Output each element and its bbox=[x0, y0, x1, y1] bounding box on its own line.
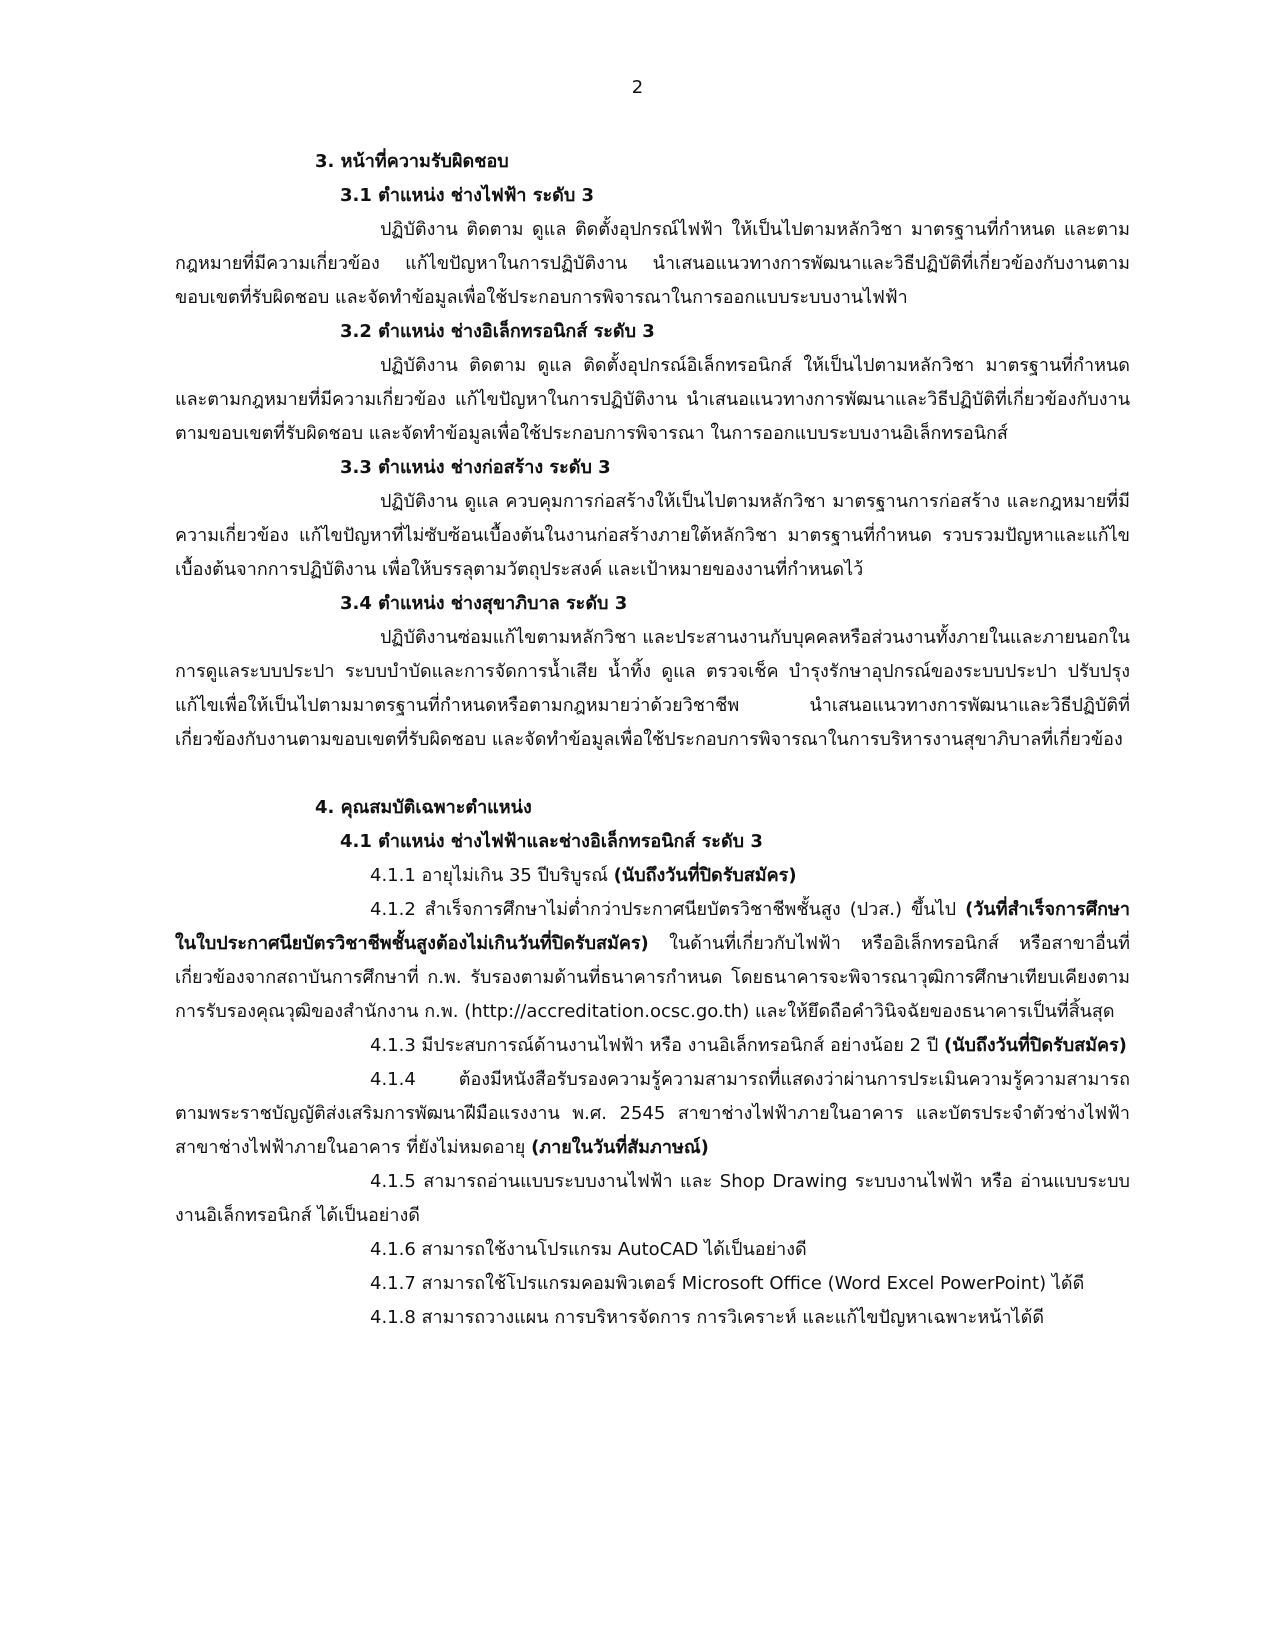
item-4-1-4-bold: (ภายในวันที่สัมภาษณ์) bbox=[531, 1137, 709, 1158]
item-4-1-2-text-b: ในด้านที่เกี่ยวกับไฟฟ้า หรืออิเล็กทรอนิกส์ หรือสาขาอื่นที่เกี่ยวข้องจากสถาบันการศึกษาที่ ก.พ. รับรองตามด้านที่ธนาคารกำหนด โดยธนาคารจะพิจารณาวุฒิการศึกษาเทียบเคียงตามการรับรองคุณวุฒิของสำนักงาน ก.พ. (http://accreditation.ocsc.go.th) และให้ยึดถือคำวินิจฉัยของธนาคารเป็นที่สิ้นสุด bbox=[175, 933, 1130, 1022]
item-4-1-1 bbox=[175, 859, 1130, 893]
item-4-1-1-bold: (นับถึงวันที่ปิดรับสมัคร) bbox=[613, 865, 797, 886]
item-4-1-2-bold: (วันที่สำเร็จการศึกษาในใบประกาศนียบัตรวิชาชีพชั้นสูงต้องไม่เกินวันที่ปิดรับสมัคร) bbox=[175, 899, 1130, 954]
item-4-1-2-text-a: 4.1.2 สำเร็จการศึกษาไม่ต่ำกว่าประกาศนียบัตรวิชาชีพชั้นสูง (ปวส.) ขึ้นไป bbox=[370, 899, 966, 920]
item-4-1-8: 4.1.8 สามารถวางแผน การบริหารจัดการ การวิเคราะห์ และแก้ไขปัญหาเฉพาะหน้าได้ดี bbox=[370, 1307, 1045, 1328]
section-3-1-heading: 3.1 ตำแหน่ง ช่างไฟฟ้า ระดับ 3 bbox=[340, 185, 595, 206]
section-3-2-heading: 3.2 ตำแหน่ง ช่างอิเล็กทรอนิกส์ ระดับ 3 bbox=[340, 321, 655, 342]
item-4-1-4 bbox=[175, 1063, 1130, 1165]
section-3-2-text: ปฏิบัติงาน ติดตาม ดูแล ติดตั้งอุปกรณ์อิเล็กทรอนิกส์ ให้เป็นไปตามหลักวิชา มาตรฐานที่กำหนด และตามกฎหมายที่มีความเกี่ยวข้อง แก้ไขปัญหาในการปฏิบัติงาน นำเสนอแนวทางการพัฒนาและวิธีปฏิบัติที่เกี่ยวข้องกับงานตามขอบเขตที่รับผิดชอบ และจัดทำข้อมูลเพื่อใช้ประกอบการพิจารณา ในการออกแบบระบบงานอิเล็กทรอนิกส์ bbox=[175, 355, 1130, 444]
section-3-1-text: ปฏิบัติงาน ติดตาม ดูแล ติดตั้งอุปกรณ์ไฟฟ้า ให้เป็นไปตามหลักวิชา มาตรฐานที่กำหนด และตามกฎหมายที่มีความเกี่ยวข้อง แก้ไขปัญหาในการปฏิบัติงาน นำเสนอแนวทางการพัฒนาและวิธีปฏิบัติที่เกี่ยวข้องกับงานตามขอบเขตที่รับผิดชอบ และจัดทำข้อมูลเพื่อใช้ประกอบการพิจารณาในการออกแบบระบบงานไฟฟ้า bbox=[175, 219, 1130, 308]
item-4-1-3-bold: (นับถึงวันที่ปิดรับสมัคร) bbox=[943, 1035, 1127, 1056]
section-spacer bbox=[175, 757, 1130, 791]
page-number: 2 bbox=[631, 77, 644, 98]
item-4-1-7: 4.1.7 สามารถใช้โปรแกรมคอมพิวเตอร์ Microsoft Office (Word Excel PowerPoint) ได้ดี bbox=[370, 1273, 1085, 1294]
item-4-1-4-text: 4.1.4 ต้องมีหนังสือรับรองความรู้ความสามารถที่แสดงว่าผ่านการประเมินความรู้ความสามารถตามพระราชบัญญัติส่งเสริมการพัฒนาฝีมือแรงงาน พ.ศ. 2545 สาขาช่างไฟฟ้าภายในอาคาร และบัตรประจำตัวช่างไฟฟ้าสาขาช่างไฟฟ้าภายในอาคาร ที่ยังไม่หมดอายุ bbox=[175, 1069, 1130, 1158]
section-4-1-heading: 4.1 ตำแหน่ง ช่างไฟฟ้าและช่างอิเล็กทรอนิกส์ ระดับ 3 bbox=[340, 831, 763, 852]
section-4-heading: 4. คุณสมบัติเฉพาะตำแหน่ง bbox=[315, 797, 532, 818]
item-4-1-1-text: 4.1.1 อายุไม่เกิน 35 ปีบริบูรณ์ bbox=[370, 865, 614, 886]
item-4-1-3-text: 4.1.3 มีประสบการณ์ด้านงานไฟฟ้า หรือ งานอิเล็กทรอนิกส์ อย่างน้อย 2 ปี bbox=[370, 1035, 944, 1056]
section-3-4-text: ปฏิบัติงานซ่อมแก้ไขตามหลักวิชา และประสานงานกับบุคคลหรือส่วนงานทั้งภายในและภายนอกในการดูแลระบบประปา ระบบบำบัดและการจัดการน้ำเสีย น้ำทิ้ง ดูแล ตรวจเช็ค บำรุงรักษาอุปกรณ์ของระบบประปา ปรับปรุงแก้ไขเพื่อให้เป็นไปตามมาตรฐานที่กำหนดหรือตามกฎหมายว่าด้วยวิชาชีพ นำเสนอแนวทางการพัฒนาและวิธีปฏิบัติที่เกี่ยวข้องกับงานตามขอบเขตที่รับผิดชอบ และจัดทำข้อมูลเพื่อใช้ประกอบการพิจารณาในการบริหารงานสุขาภิบาลที่เกี่ยวข้อง bbox=[175, 627, 1130, 750]
item-4-1-6: 4.1.6 สามารถใช้งานโปรแกรม AutoCAD ได้เป็นอย่างดี bbox=[370, 1239, 807, 1260]
page-content bbox=[175, 145, 1130, 1335]
item-4-1-3 bbox=[175, 1029, 1130, 1063]
item-4-1-2 bbox=[175, 893, 1130, 1029]
section-3-heading: 3. หน้าที่ความรับผิดชอบ bbox=[315, 151, 509, 172]
section-3-3-heading: 3.3 ตำแหน่ง ช่างก่อสร้าง ระดับ 3 bbox=[340, 457, 611, 478]
item-4-1-5: 4.1.5 สามารถอ่านแบบระบบงานไฟฟ้า และ Shop Drawing ระบบงานไฟฟ้า หรือ อ่านแบบระบบงานอิเล็กทรอนิกส์ ได้เป็นอย่างดี bbox=[175, 1171, 1130, 1226]
section-3-4-heading: 3.4 ตำแหน่ง ช่างสุขาภิบาล ระดับ 3 bbox=[340, 593, 628, 614]
section-3-3-text: ปฏิบัติงาน ดูแล ควบคุมการก่อสร้างให้เป็นไปตามหลักวิชา มาตรฐานการก่อสร้าง และกฎหมายที่มีความเกี่ยวข้อง แก้ไขปัญหาที่ไม่ซับซ้อนเบื้องต้นในงานก่อสร้างภายใต้หลักวิชา มาตรฐานที่กำหนด รวบรวมปัญหาและแก้ไขเบื้องต้นจากการปฏิบัติงาน เพื่อให้บรรลุตามวัตถุประสงค์ และเป้าหมายของงานที่กำหนดไว้ bbox=[175, 491, 1130, 580]
